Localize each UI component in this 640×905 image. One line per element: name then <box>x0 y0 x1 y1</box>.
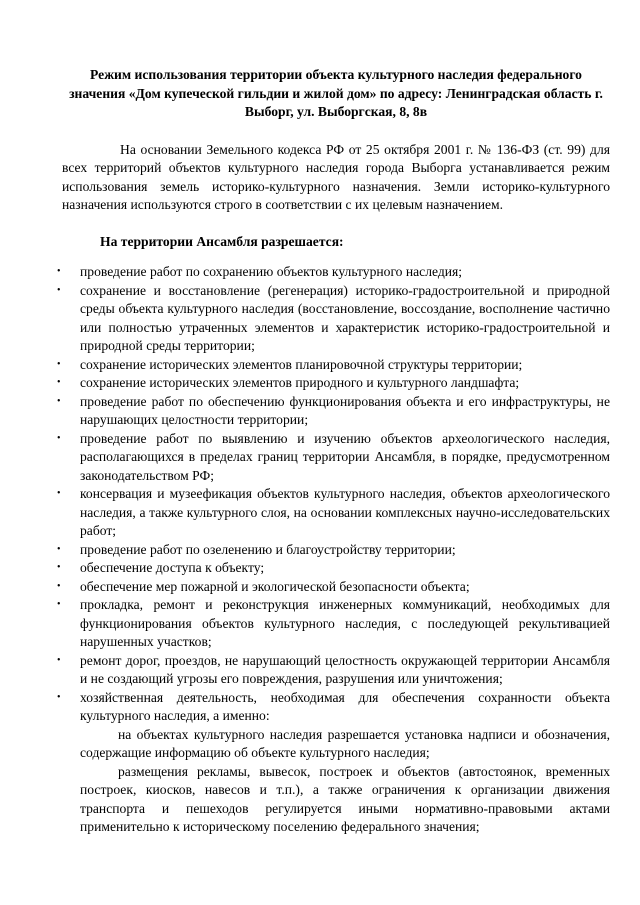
list-item <box>57 282 610 356</box>
list-item-text: проведение работ по сохранению объектов культурного наследия; <box>80 264 463 279</box>
list-item <box>57 559 610 578</box>
list-item <box>57 263 610 282</box>
intro-paragraph: На основании Земельного кодекса РФ от 25 октября 2001 г. № 136-ФЗ (ст. 99) для всех территорий объектов культурного наследия города Выборга устанавливается режим использования земель историко-культурного назначения. Земли историко-культурного назначения используются строго в соответствии с их целевым назначением. <box>62 141 610 212</box>
list-item <box>57 596 610 652</box>
list-item <box>57 374 610 393</box>
list-item-text: проведение работ по озеленению и благоустройству территории; <box>80 541 456 557</box>
bullet-icon: • <box>57 562 61 573</box>
list-item <box>57 485 610 541</box>
list-item-text: прокладка, ремонт и реконструкция инженерных коммуникаций, необходимых для функционирования объектов культурного наследия, с последующей рекультивацией нарушенных участков; <box>80 597 610 649</box>
bullet-icon: • <box>57 691 61 703</box>
sub-paragraph: размещения рекламы, вывесок, построек и объектов (автостоянок, временных построек, киосков, навесов и т.п.), а также ограничения к организации движения транспорта и пешеходов регулируется иными нормативно-правовыми актами применительно к историческому поселению федерального значения; <box>80 763 610 834</box>
bullet-icon: • <box>57 284 61 296</box>
bullet-icon: • <box>57 358 61 370</box>
bullet-icon: • <box>57 266 61 277</box>
document-title: Режим использования территории объекта культурного наследия федерального значения «Дом купеческой гильдии и жилой дом» по адресу: Ленинградская область г. Выборг, ул. Выборгская, 8, 8в <box>69 67 603 119</box>
permitted-activities-list <box>57 263 610 837</box>
list-item-text: консервация и музеефикация объектов культурного наследия, объектов археологического наследия, а также культурного слоя, на основании комплексных научно-исследовательских работ; <box>80 486 610 538</box>
document-page <box>57 66 610 837</box>
bullet-icon: • <box>57 432 61 444</box>
bullet-icon: • <box>57 395 61 407</box>
list-item <box>57 356 610 375</box>
list-item-text: проведение работ по выявлению и изучению объектов археологического наследия, располагающихся в пределах границ территории Ансамбля, в порядке, предусмотренном законодательством РФ; <box>80 430 610 483</box>
list-item-text: сохранение исторических элементов природного и культурного ландшафта; <box>80 375 520 390</box>
list-item-text: обеспечение доступа к объекту; <box>80 560 265 575</box>
sub-paragraph: на объектах культурного наследия разрешается установка надписи и обозначения, содержащие информацию об объекте культурного наследия; <box>80 726 610 760</box>
list-item <box>57 689 610 837</box>
bullet-icon: • <box>57 543 61 555</box>
bullet-icon: • <box>57 654 61 666</box>
bullet-icon: • <box>57 377 61 388</box>
list-item-text: хозяйственная деятельность, необходимая для обеспечения сохранности объекта культурного наследия, а именно: <box>80 689 610 723</box>
list-item-text: сохранение и восстановление (регенерация) историко-градостроительной и природной среды объекта культурного наследия (восстановление, воссоздание, восполнение частично или полностью утраченных элементов и характеристик историко-градостроительной и природной среды территории; <box>80 282 610 353</box>
list-item-text: сохранение исторических элементов планировочной структуры территории; <box>80 356 523 372</box>
bullet-icon: • <box>57 599 61 610</box>
list-item <box>57 578 610 597</box>
list-item <box>57 541 610 560</box>
bullet-icon: • <box>57 488 61 499</box>
list-item-text: проведение работ по обеспечению функционирования объекта и его инфраструктуры, не нарушающих целостности территории; <box>80 393 610 427</box>
bullet-icon: • <box>57 580 61 592</box>
list-item-text: ремонт дорог, проездов, не нарушающий целостность окружающей территории Ансамбля и не создающий угрозы его повреждения, разрушения или уничтожения; <box>80 652 610 686</box>
list-item-text: обеспечение мер пожарной и экологической безопасности объекта; <box>80 578 470 594</box>
list-item <box>57 652 610 689</box>
section-heading: На территории Ансамбля разрешается: <box>100 233 344 249</box>
list-item <box>57 393 610 430</box>
list-item <box>57 430 610 486</box>
